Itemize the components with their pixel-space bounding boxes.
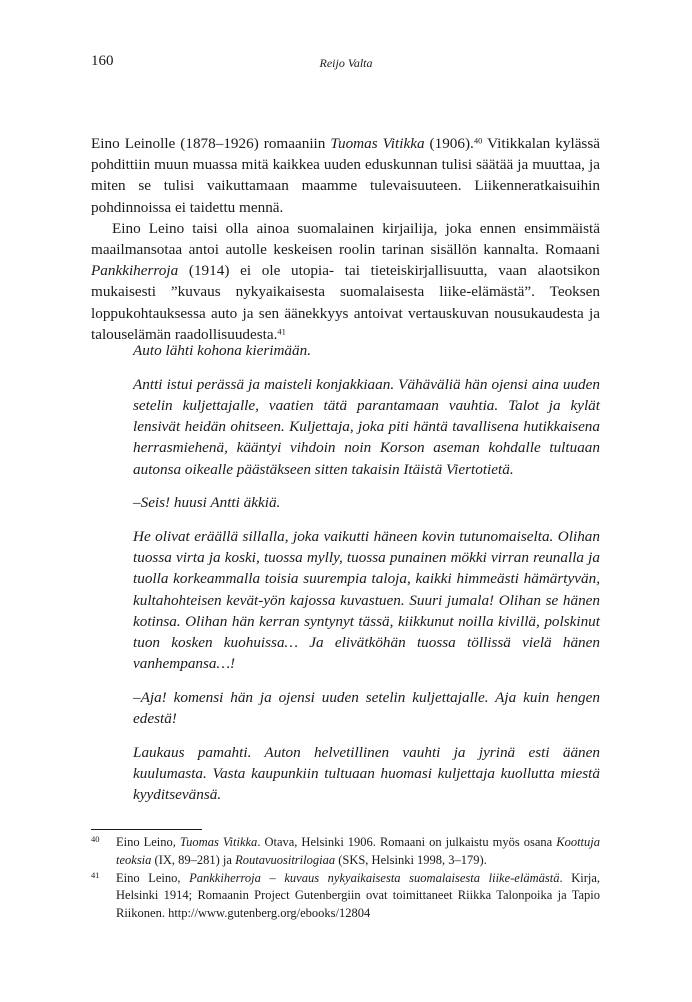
quote-paragraph: Antti istui perässä ja maisteli konjakkiaan. Vähäväliä hän ojensi aina uuden setelin kuljettajalle, vaatien tätä parantamaan vauhtia. Talot ja kylät lensivät heidän ohitseen. Kuljettaja, joka piti häntä tavallisena hutikkaisena herrasmiehenä, kääntyi vihdoin noin Korson aseman kohdalle tultuaan autonsa oikealle päästäkseen sitten takaisin Itäistä Viertotietä. [133,375,600,478]
book-title: Tuomas Vitikka [330,135,425,152]
text-span: Eino Leinolle (1878–1926) romaaniin [91,135,331,152]
text-span: Eino Leino, [116,835,180,849]
quote-paragraph: Laukaus pamahti. Auton helvetillinen vauhti ja jyrinä esti äänen kuulumasta. Vasta kaupunkiin tultuaan huomasi kuljettaja kuollutta miestä kyyditsevänsä. [133,743,600,804]
text-span: (SKS, Helsinki 1998, 3–179). [335,852,487,867]
text-span: Eino Leino, [116,870,190,885]
text-span: (1906). [424,135,474,152]
text-span: (1914) ei ole utopia- tai tieteiskirjallisuutta, vaan alaotsikon mukaisesti ”kuvaus nykyaikaisesta suomalaisesta liike-elämästä”. Teoksen loppukohtauksessa auto ja sen äänekkyys antoivat vertauskuvan nousukaudesta ja talouselämän raadollisuudesta. [91,262,600,343]
book-title: Pankkiherroja – kuvaus nykyaikaisesta suomalaisesta liike-elämästä [189,870,560,885]
footnote-41 [91,870,600,923]
text-span: Vitikkalan kylässä pohdittiin muun muassa mitä kaikkea uuden eduskunnan tulisi säätää ja muuttaa, ja miten se tulisi vaikuttamaan maamme tulevaisuuteen. Liikenneratkaisuihin pohdinnoissa ei taidettu mennä. [91,135,600,216]
block-quote [133,340,600,818]
footnote-ref-41[interactable]: 41 [277,326,286,337]
page-number: 160 [91,53,114,69]
quote-paragraph: –Aja! komensi hän ja ojensi uuden setelin kuljettajalle. Aja kuin hengen edestä! [133,688,600,728]
footnote-text [116,834,600,870]
text-span: Eino Leino taisi olla ainoa suomalainen kirjailija, joka ennen ensimmäistä maailmansotaa antoi autolle keskeisen roolin tarinan sisällön kannalta. Romaani [91,219,600,259]
footnote-text [116,870,600,923]
footnote-40 [91,834,600,870]
book-title: Tuomas Vitikka [179,835,258,849]
quote-paragraph: –Seis! huusi Antti äkkiä. [133,494,281,512]
text-span: (IX, 89–281) ja [151,852,236,867]
paragraph-2 [91,218,600,345]
book-title: Koottuja teoksia [116,835,600,867]
text-span: . Otava, Helsinki 1906. Romaani on julkaistu myös osana [257,835,557,849]
book-title: Routavuositrilogiaa [235,852,336,867]
quote-paragraph: He olivat eräällä sillalla, joka vaikutti häneen kovin tutunomaiselta. Olihan tuossa virta ja koski, tuossa mylly, tuossa punainen mökki virran reunalla ja tuolla korkeammalla toisia suurempia taloja, kaikki himmeästi hämärtyvän, kultahohteisen kevät-yön kajossa kuvastuen. Suuri jumala! Olihan se hänen kotinsa. Olihan hän kerran syntynyt tässä, kiikkunut noilla kivillä, polskinut tuon kosken kuohuissa… Ja elivätköhän tuossa töllissä vielä hänen vanhempansa…! [133,527,600,673]
footnote-divider [91,829,202,830]
body-text [91,133,600,345]
footnote-ref-40[interactable]: 40 [473,135,483,146]
footnote-number: 41 [91,869,100,880]
footnote-number: 40 [91,834,100,844]
running-head: Reijo Valta [319,56,373,70]
book-title: Pankkiherroja [91,262,179,280]
text-span: . Kirja, Helsinki 1914; Romaanin Project Gutenbergiin ovat toimittaneet Riikka Talonpoika ja Tapio Riikonen. http://www.gutenberg.org/ebooks/12804 [116,870,601,921]
quote-paragraph: Auto lähti kohona kierimään. [133,342,312,359]
paragraph-1 [91,133,600,218]
footnotes [91,834,600,923]
